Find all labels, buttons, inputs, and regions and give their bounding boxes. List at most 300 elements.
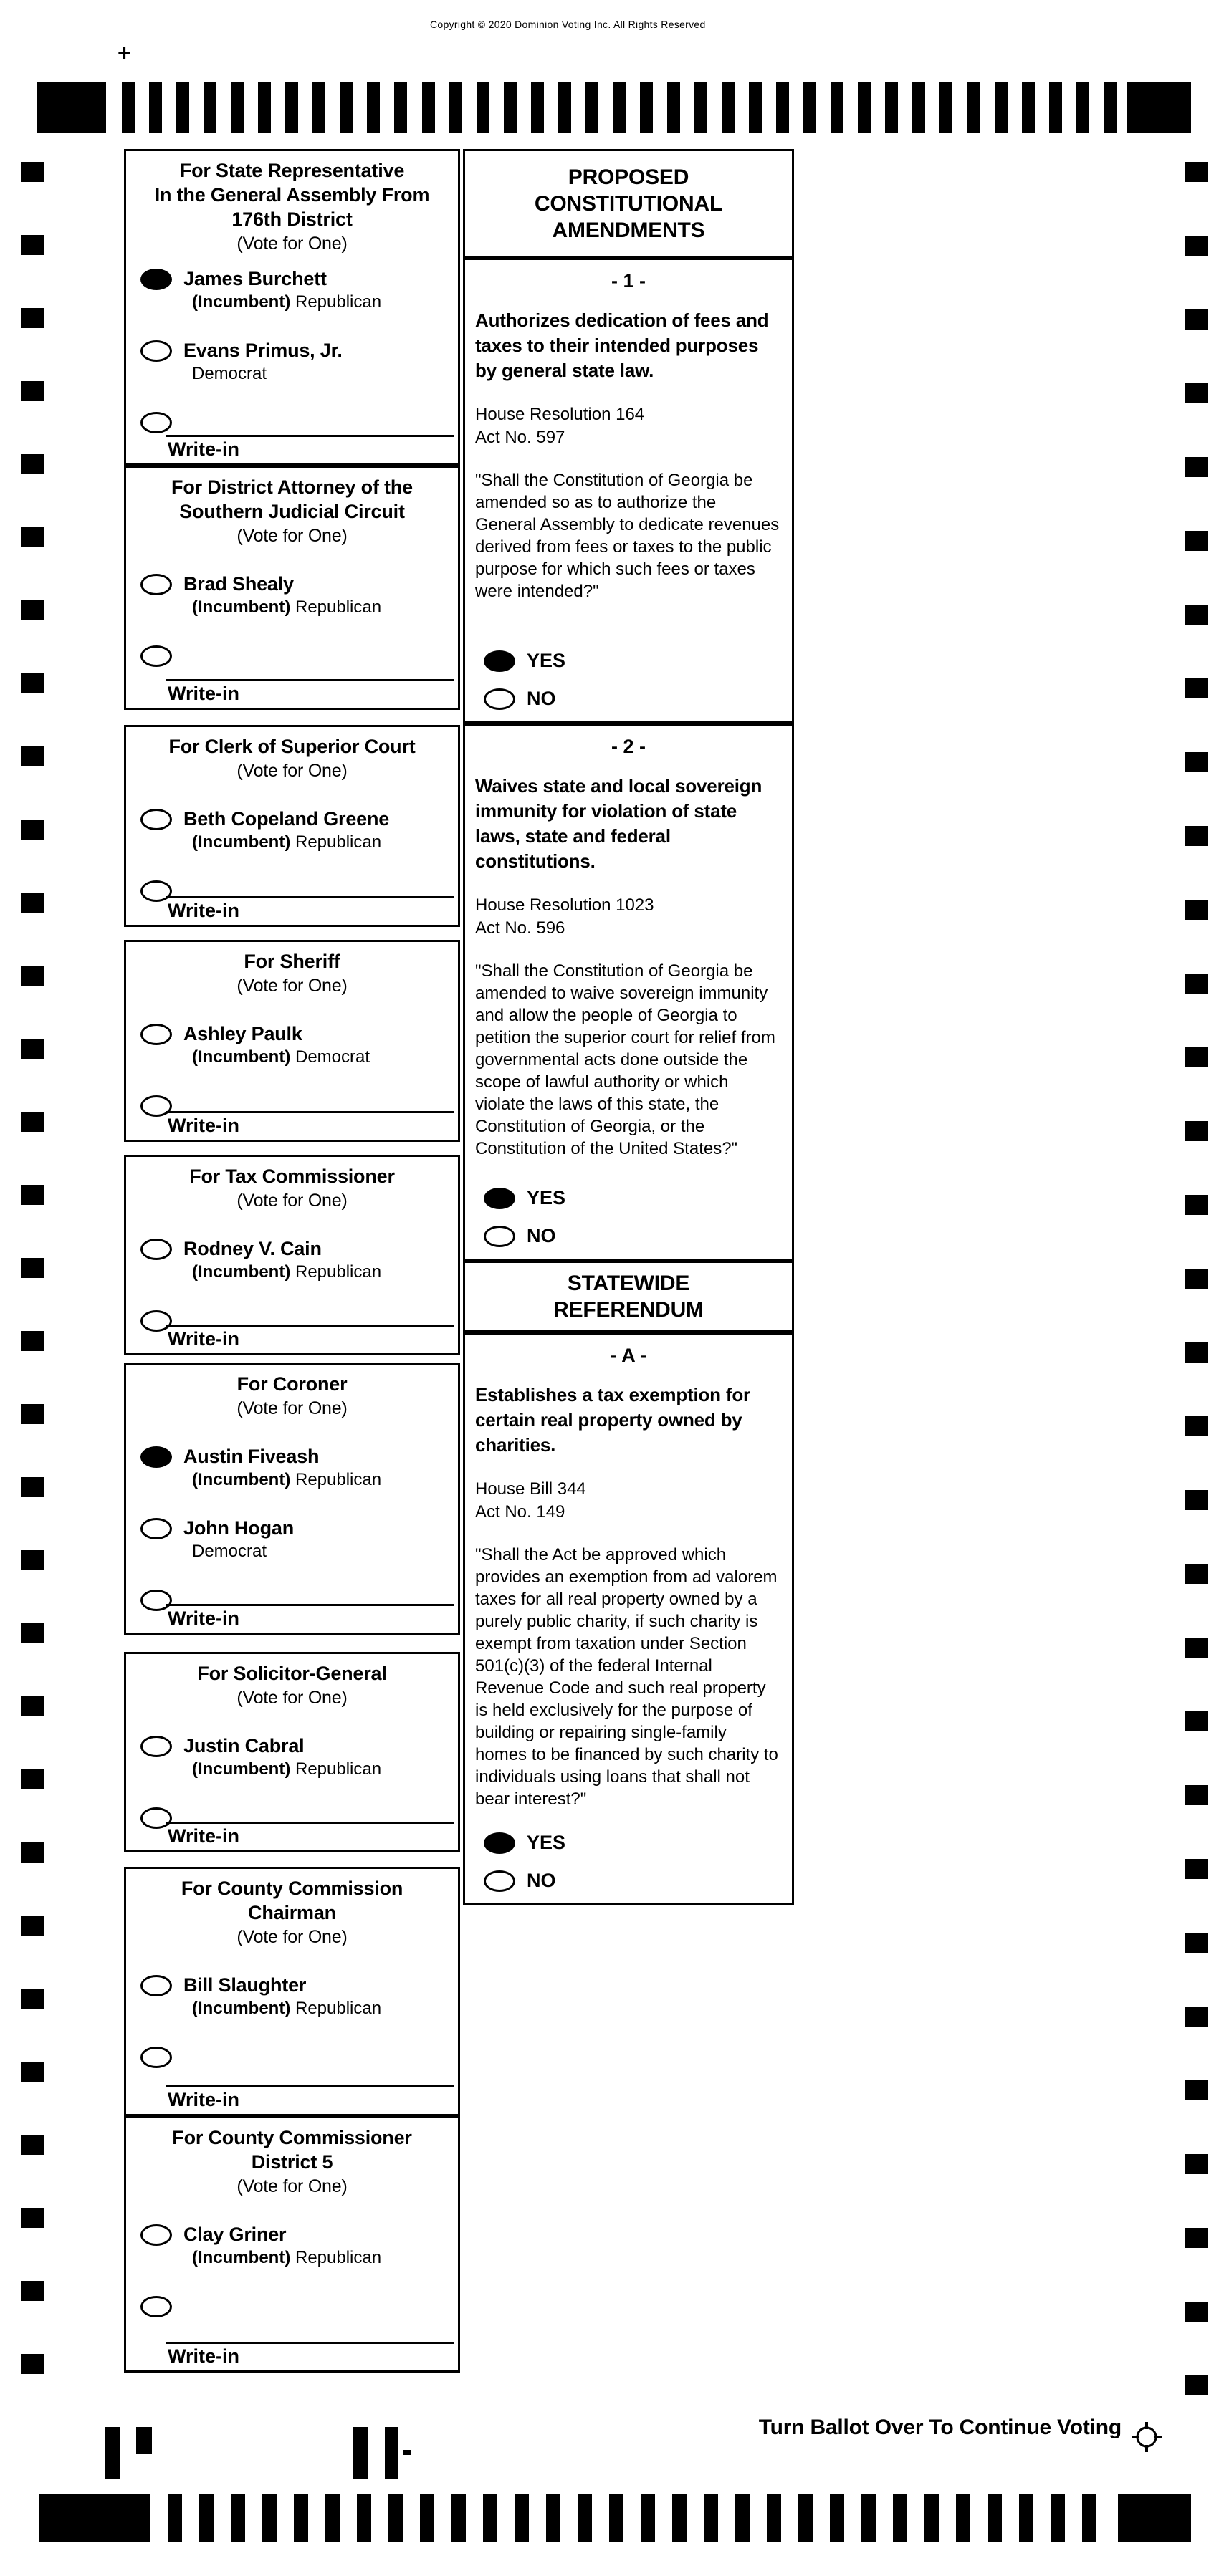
ballot-option — [126, 1239, 458, 1310]
candidate-text — [183, 2223, 381, 2269]
timing-mark — [21, 1769, 44, 1789]
candidate-party: (Incumbent) Democrat — [192, 1047, 370, 1067]
timing-mark — [1185, 236, 1208, 256]
candidate-text — [183, 572, 381, 619]
contest-box — [124, 1155, 460, 1355]
measure-references — [475, 1478, 782, 1524]
contest-title — [126, 2125, 458, 2198]
vote-oval-filled[interactable] — [484, 650, 515, 672]
candidate-party: (Incumbent) Republican — [192, 1262, 382, 1282]
candidate-text — [183, 267, 381, 314]
vote-oval[interactable] — [484, 1870, 515, 1892]
timing-mark — [694, 82, 707, 133]
measure-box — [463, 1332, 794, 1905]
choices-list — [484, 1171, 792, 1247]
measure-references — [475, 894, 782, 940]
candidate-name: Austin Fiveash — [183, 1446, 320, 1467]
timing-mark — [367, 82, 380, 133]
timing-mark — [1185, 678, 1208, 698]
timing-mark — [449, 82, 462, 133]
timing-mark — [1185, 2154, 1208, 2174]
timing-mark — [1185, 752, 1208, 772]
timing-mark — [21, 893, 44, 913]
contest-title — [126, 949, 458, 998]
candidate-name: Ashley Paulk — [183, 1023, 302, 1044]
contest-title — [126, 158, 458, 256]
candidate-party: (Incumbent) Republican — [192, 1999, 382, 2018]
contest-title-line: For State Representative — [179, 160, 405, 181]
section-header — [463, 1261, 794, 1332]
timing-mark — [558, 82, 571, 133]
ballot-id-mark — [105, 2427, 120, 2479]
vote-oval[interactable] — [140, 2224, 172, 2246]
write-in-label: Write-in — [168, 1115, 239, 1136]
contest-box — [124, 2116, 460, 2373]
write-in-area[interactable] — [166, 435, 454, 461]
timing-mark — [1185, 1047, 1208, 1067]
ballot-option — [126, 269, 458, 340]
timing-mark — [21, 1916, 44, 1936]
measure-number: - 1 - — [611, 270, 646, 292]
timing-mark — [1185, 2007, 1208, 2027]
timing-mark — [861, 2494, 876, 2542]
timing-mark — [1076, 82, 1089, 133]
timing-mark — [1185, 383, 1208, 403]
ballot-option — [126, 574, 458, 645]
timing-mark — [231, 2494, 245, 2542]
measure-number: - A - — [610, 1345, 647, 1366]
timing-mark — [294, 2494, 308, 2542]
timing-mark — [803, 82, 816, 133]
choice-option — [484, 1187, 792, 1209]
timing-mark — [21, 1112, 44, 1132]
candidate-text — [183, 1237, 381, 1284]
vote-oval[interactable] — [140, 645, 172, 667]
vote-oval[interactable] — [140, 2047, 172, 2068]
section-header-line: AMENDMENTS — [552, 218, 705, 242]
timing-mark — [1185, 974, 1208, 994]
candidate-name: Brad Shealy — [183, 573, 294, 595]
timing-mark — [988, 2494, 1002, 2542]
measure-summary: Authorizes dedication of fees and taxes to their intended purposes by general state law. — [475, 309, 769, 381]
write-in-label: Write-in — [168, 900, 239, 921]
options-list — [126, 2224, 458, 2356]
choices-list — [484, 1816, 792, 1892]
choice-label: NO — [527, 688, 556, 709]
contest-box — [124, 149, 460, 466]
contest-title-line: District 5 — [251, 2151, 333, 2173]
measure-box — [463, 258, 794, 724]
timing-mark — [1185, 826, 1208, 846]
timing-mark — [1185, 1785, 1208, 1805]
timing-mark — [21, 1989, 44, 2009]
candidate-name: James Burchett — [183, 268, 327, 289]
timing-mark — [388, 2494, 403, 2542]
write-in-area[interactable] — [166, 896, 454, 922]
timing-mark — [798, 2494, 813, 2542]
contest-title-line: For County Commissioner — [172, 2127, 412, 2148]
contest-title — [126, 1876, 458, 1949]
timing-mark — [1185, 2228, 1208, 2248]
timing-mark — [613, 82, 626, 133]
contest-title-line: For Clerk of Superior Court — [168, 736, 416, 757]
timing-mark — [956, 2494, 970, 2542]
write-in-label: Write-in — [168, 1607, 239, 1629]
vote-oval[interactable] — [484, 688, 515, 710]
timing-mark — [21, 381, 44, 401]
timing-mark — [21, 1696, 44, 1716]
choices-list — [484, 634, 792, 710]
choice-label: YES — [527, 1832, 566, 1853]
timing-mark — [1185, 1342, 1208, 1363]
timing-mark — [578, 2494, 592, 2542]
turn-ballot-over-text: Turn Ballot Over To Continue Voting — [758, 2416, 1122, 2439]
timing-marks-bottom — [0, 2493, 1224, 2543]
vote-for-instruction: (Vote for One) — [236, 234, 348, 254]
timing-mark — [1185, 162, 1208, 182]
vote-oval[interactable] — [140, 340, 172, 362]
timing-mark — [967, 82, 980, 133]
candidate-text — [183, 1445, 381, 1491]
timing-mark — [1185, 1195, 1208, 1215]
ballot-id-mark — [136, 2427, 152, 2454]
ballot-option — [126, 1736, 458, 1807]
timing-mark — [1185, 2375, 1208, 2395]
timing-mark — [515, 2494, 529, 2542]
candidate-name: Clay Griner — [183, 2224, 287, 2245]
choice-label: YES — [527, 650, 566, 671]
timing-mark — [609, 2494, 623, 2542]
timing-mark — [1185, 309, 1208, 330]
measure-reference-line: Act No. 149 — [475, 1502, 565, 1522]
write-in-label: Write-in — [168, 2345, 239, 2367]
timing-mark — [1051, 2494, 1065, 2542]
timing-mark — [136, 2494, 150, 2542]
candidate-party: Democrat — [192, 364, 267, 383]
timing-mark — [1185, 1490, 1208, 1510]
vote-oval[interactable] — [140, 412, 172, 433]
contest-title-line: For County Commission — [181, 1878, 403, 1899]
timing-mark — [21, 820, 44, 840]
corner-block — [39, 2494, 143, 2542]
timing-mark — [924, 2494, 939, 2542]
timing-mark — [1185, 1416, 1208, 1436]
contest-title-line: For Sheriff — [244, 951, 340, 972]
timing-mark — [21, 527, 44, 547]
vote-oval[interactable] — [140, 2296, 172, 2317]
timing-mark — [1185, 1121, 1208, 1141]
choice-option — [484, 688, 792, 710]
timing-mark — [21, 1331, 44, 1351]
measure-reference-line: Act No. 597 — [475, 428, 565, 447]
write-in-area[interactable] — [166, 1111, 454, 1137]
timing-mark — [767, 2494, 781, 2542]
timing-mark — [21, 600, 44, 620]
vote-for-instruction: (Vote for One) — [236, 976, 348, 996]
vote-for-instruction: (Vote for One) — [236, 526, 348, 546]
timing-mark — [640, 82, 653, 133]
timing-mark — [21, 1185, 44, 1205]
corner-block — [1118, 2494, 1191, 2542]
measure-question: "Shall the Act be approved which provides an exemption from ad valorem taxes for all real property owned by a purely public charity, if such charity is exempt from taxation under Section 501(c)(3) of the federal Internal Revenue Code and such real property is held exclusively for the purpose of building or repairing single-family homes to be financed by such charity to individuals using loans that shall not bear interest?" — [475, 1545, 778, 1809]
measure-reference-line: House Resolution 1023 — [475, 895, 654, 915]
timing-mark — [231, 82, 244, 133]
timing-mark — [394, 82, 407, 133]
contest-title-line: For Coroner — [236, 1373, 348, 1395]
candidate-party: (Incumbent) Republican — [192, 597, 382, 617]
choice-label: NO — [527, 1225, 556, 1246]
candidate-party: (Incumbent) Republican — [192, 832, 382, 852]
timing-mark — [1185, 1269, 1208, 1289]
contest-box — [124, 1363, 460, 1635]
ballot-option — [126, 2224, 458, 2296]
vote-oval[interactable] — [140, 1736, 172, 1757]
timing-mark — [893, 2494, 907, 2542]
timing-mark — [176, 82, 189, 133]
ballot-option — [126, 1518, 458, 1590]
candidate-text — [183, 1974, 381, 2020]
timing-mark — [21, 1404, 44, 1424]
candidate-name: Rodney V. Cain — [183, 1238, 322, 1259]
timing-mark — [1082, 2494, 1096, 2542]
timing-mark — [168, 2494, 182, 2542]
timing-mark — [722, 82, 735, 133]
timing-mark — [21, 673, 44, 693]
section-header — [463, 149, 794, 258]
timing-mark — [749, 82, 762, 133]
candidate-text — [183, 339, 343, 385]
vote-oval[interactable] — [140, 1024, 172, 1045]
vote-oval[interactable] — [140, 1975, 172, 1996]
candidate-text — [183, 1734, 381, 1781]
write-in-label: Write-in — [168, 438, 239, 460]
timing-mark — [1185, 1711, 1208, 1731]
measure-question: "Shall the Constitution of Georgia be amended so as to authorize the General Assembly to dedicate revenues derived from fees or taxes to the public purpose for which such fees or taxes were intended?" — [475, 471, 780, 601]
timing-mark — [672, 2494, 687, 2542]
timing-mark — [21, 966, 44, 986]
write-in-label: Write-in — [168, 1328, 239, 1350]
vote-oval-filled[interactable] — [140, 269, 172, 290]
vote-oval[interactable] — [140, 1239, 172, 1260]
timing-mark — [21, 235, 44, 255]
ballot-id-mark — [403, 2450, 411, 2455]
timing-mark — [340, 82, 353, 133]
contest-title — [126, 1661, 458, 1710]
vote-oval-filled[interactable] — [140, 1446, 172, 1468]
timing-mark — [939, 82, 952, 133]
timing-mark — [312, 82, 325, 133]
copyright-line: Copyright © 2020 Dominion Voting Inc. All Rights Reserved — [430, 19, 706, 30]
write-in-area[interactable] — [166, 679, 454, 705]
timing-mark — [1185, 2302, 1208, 2322]
write-in-label: Write-in — [168, 683, 239, 704]
choice-option — [484, 1870, 792, 1892]
candidate-text — [183, 1517, 294, 1563]
timing-mark — [21, 1842, 44, 1863]
timing-mark — [21, 1258, 44, 1278]
vote-for-instruction: (Vote for One) — [236, 1398, 348, 1418]
timing-mark — [1185, 900, 1208, 920]
write-in-label: Write-in — [168, 1825, 239, 1847]
candidate-text — [183, 807, 389, 854]
choice-option — [484, 650, 792, 672]
contest-box — [124, 1652, 460, 1852]
timing-mark — [1019, 2494, 1033, 2542]
corner-block — [37, 82, 106, 133]
measure-reference-line: House Resolution 164 — [475, 405, 645, 424]
contest-box — [124, 940, 460, 1142]
timing-mark — [21, 1623, 44, 1643]
contest-title-line: 176th District — [231, 208, 353, 230]
vote-oval-filled[interactable] — [484, 1832, 515, 1854]
contest-title-line: Southern Judicial Circuit — [179, 501, 405, 522]
ballot-option — [126, 1024, 458, 1095]
measure-box — [463, 724, 794, 1261]
timing-mark — [422, 82, 435, 133]
timing-mark — [262, 2494, 277, 2542]
contest-title — [126, 734, 458, 783]
candidate-party: Democrat — [192, 1542, 267, 1561]
timing-mark — [21, 454, 44, 474]
timing-mark — [1185, 1859, 1208, 1879]
timing-mark — [1185, 2080, 1208, 2100]
contest-title — [126, 1372, 458, 1421]
write-in-area[interactable] — [166, 2085, 454, 2111]
choice-label: YES — [527, 1187, 566, 1208]
corner-block — [1127, 82, 1191, 133]
ballot-id-mark — [353, 2427, 368, 2479]
write-in-area[interactable] — [166, 1822, 454, 1847]
timing-mark — [1185, 531, 1208, 551]
timing-mark — [912, 82, 925, 133]
timing-mark — [504, 82, 517, 133]
timing-marks-top — [0, 82, 1224, 133]
section-header-line: CONSTITUTIONAL — [534, 191, 723, 216]
registration-crosshair-icon — [1129, 2420, 1164, 2454]
timing-mark — [357, 2494, 371, 2542]
timing-mark — [477, 82, 489, 133]
timing-mark — [122, 82, 135, 133]
timing-mark — [204, 82, 216, 133]
measure-question: "Shall the Constitution of Georgia be amended to waive sovereign immunity and allow the people of Georgia to petition the superior court for relief from governmental acts done outside the scope of lawful authority or which violate the laws of this state, the Constitution of Georgia, or the Constitution of the United States?" — [475, 961, 775, 1158]
candidate-party: (Incumbent) Republican — [192, 292, 382, 312]
candidate-party: (Incumbent) Republican — [192, 2248, 382, 2267]
contest-title-line: Chairman — [248, 1902, 336, 1923]
timing-mark — [831, 82, 843, 133]
candidate-name: John Hogan — [183, 1517, 294, 1539]
timing-mark — [1185, 1933, 1208, 1953]
vote-oval[interactable] — [484, 1226, 515, 1247]
timing-mark — [531, 82, 544, 133]
measure-reference-line: House Bill 344 — [475, 1479, 586, 1499]
vote-oval[interactable] — [140, 1518, 172, 1539]
contest-title — [126, 475, 458, 548]
timing-mark — [21, 1039, 44, 1059]
timing-mark — [149, 82, 162, 133]
timing-mark — [1022, 82, 1035, 133]
choice-label: NO — [527, 1870, 556, 1891]
contest-box — [124, 1867, 460, 2116]
measure-summary: Establishes a tax exemption for certain real property owned by charities. — [475, 1384, 750, 1456]
timing-mark — [830, 2494, 844, 2542]
candidate-text — [183, 1022, 370, 1069]
vote-oval[interactable] — [140, 809, 172, 830]
vote-for-instruction: (Vote for One) — [236, 1927, 348, 1947]
timing-mark — [546, 2494, 560, 2542]
contest-box — [124, 466, 460, 710]
vote-oval-filled[interactable] — [484, 1188, 515, 1209]
vote-for-instruction: (Vote for One) — [236, 1191, 348, 1211]
measure-reference-line: Act No. 596 — [475, 918, 565, 938]
timing-mark — [285, 82, 298, 133]
timing-mark — [1049, 82, 1062, 133]
timing-mark — [1185, 457, 1208, 477]
candidate-party: (Incumbent) Republican — [192, 1759, 382, 1779]
timing-mark — [21, 2135, 44, 2155]
section-header-line: REFERENDUM — [553, 1298, 704, 1322]
candidate-name: Evans Primus, Jr. — [183, 340, 343, 361]
vote-for-instruction: (Vote for One) — [236, 1688, 348, 1708]
candidate-name: Justin Cabral — [183, 1735, 305, 1756]
timing-mark — [667, 82, 680, 133]
section-header-line: PROPOSED — [568, 165, 689, 189]
candidate-party: (Incumbent) Republican — [192, 1470, 382, 1489]
ballot-id-mark — [385, 2427, 398, 2479]
timing-mark — [21, 1550, 44, 1570]
timing-mark — [21, 746, 44, 766]
ballot-option — [126, 340, 458, 412]
timing-mark — [1185, 1564, 1208, 1584]
contest-title-line: For District Attorney of the — [171, 476, 413, 498]
contest-title-line: In the General Assembly From — [154, 184, 430, 206]
section-header-line: STATEWIDE — [567, 1272, 690, 1295]
write-in-area[interactable] — [166, 1604, 454, 1630]
timing-mark — [21, 1477, 44, 1497]
timing-mark — [420, 2494, 434, 2542]
timing-mark — [199, 2494, 214, 2542]
measure-summary: Waives state and local sovereign immunity for violation of state laws, state and federal constitutions. — [475, 775, 762, 872]
vote-for-instruction: (Vote for One) — [236, 761, 348, 781]
registration-plus: + — [118, 40, 131, 66]
timing-mark — [858, 82, 871, 133]
timing-mark — [21, 2208, 44, 2228]
choice-option — [484, 1832, 792, 1854]
timing-mark — [1104, 82, 1117, 133]
timing-mark — [776, 82, 789, 133]
timing-mark — [21, 162, 44, 182]
vote-oval[interactable] — [140, 574, 172, 595]
write-in-area[interactable] — [166, 2342, 454, 2368]
timing-mark — [325, 2494, 340, 2542]
candidate-name: Bill Slaughter — [183, 1974, 307, 1996]
timing-mark — [885, 82, 898, 133]
contest-title-line: For Solicitor-General — [197, 1663, 387, 1684]
contest-title-line: For Tax Commissioner — [189, 1166, 395, 1187]
timing-mark — [21, 2062, 44, 2082]
contest-title — [126, 1164, 458, 1213]
timing-mark — [483, 2494, 497, 2542]
measure-number: - 2 - — [611, 736, 646, 757]
write-in-area[interactable] — [166, 1325, 454, 1350]
timing-mark — [258, 82, 271, 133]
timing-mark — [21, 2281, 44, 2301]
timing-mark — [995, 82, 1008, 133]
candidate-name: Beth Copeland Greene — [183, 808, 390, 830]
vote-for-instruction: (Vote for One) — [236, 2176, 348, 2196]
ballot-option — [126, 809, 458, 880]
ballot-option — [126, 1975, 458, 2047]
timing-mark — [704, 2494, 718, 2542]
